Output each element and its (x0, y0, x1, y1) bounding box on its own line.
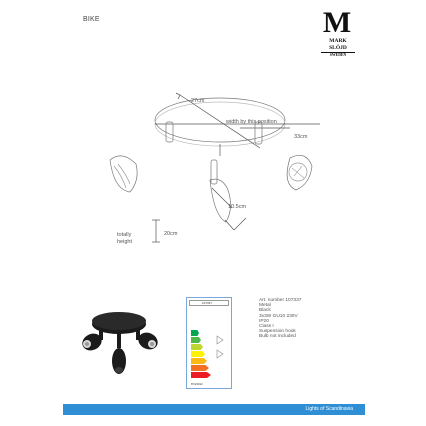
spec-line: Metal (259, 303, 271, 309)
product-specs (259, 298, 369, 340)
logo-line-2: SLÖJD (329, 44, 347, 51)
energy-class-bar (191, 372, 211, 378)
logo-line-1: MARK (329, 38, 347, 44)
energy-class-bar (191, 337, 201, 343)
dimension-arm-length: 10.5cm (228, 204, 247, 210)
energy-class-bar (191, 344, 203, 350)
logo-tagline: SWEDEN (321, 52, 355, 58)
energy-class-bar (191, 351, 205, 357)
spec-line: Suspension hook (259, 329, 296, 335)
spot-left (110, 156, 137, 192)
energy-class-bar (191, 330, 199, 336)
product-title: BIKE (83, 16, 100, 23)
dimension-width-top: 27cm (191, 98, 205, 104)
spec-line: Bulb not included (259, 334, 296, 340)
energy-label-header (189, 300, 229, 306)
logo-wordmark (321, 38, 355, 58)
footer-bar (63, 404, 365, 415)
energy-class-bar (191, 358, 207, 364)
spot-right (287, 155, 312, 190)
footer-tagline: Lights of Scandinavia (305, 406, 353, 412)
spec-line: 3x3W GU10 230V (259, 313, 298, 319)
dimension-height-label: totally height (117, 232, 132, 245)
energy-label-article: 107337 (202, 300, 213, 305)
brand-logo (318, 8, 358, 66)
spot-center (210, 179, 231, 222)
spec-line: IP20 (259, 318, 269, 324)
dimension-height-value: 20cm (164, 231, 178, 237)
dimension-width-right: 33cm (294, 134, 308, 140)
energy-class-bar (191, 365, 209, 371)
spec-line: Black (259, 308, 271, 314)
arm-center (211, 160, 217, 184)
arm-right (255, 122, 262, 144)
bulb-icon (215, 334, 229, 364)
fixture-technical-drawing (100, 80, 340, 250)
product-photo (74, 306, 164, 380)
dimension-width-note: width by this position (226, 119, 277, 125)
energy-label-regulation: 874/2012 (191, 382, 203, 386)
energy-label (186, 297, 232, 389)
logo-letter: M (322, 6, 352, 39)
spec-line: Class I (259, 324, 274, 330)
spec-line: Art. number 107337 (259, 298, 302, 303)
